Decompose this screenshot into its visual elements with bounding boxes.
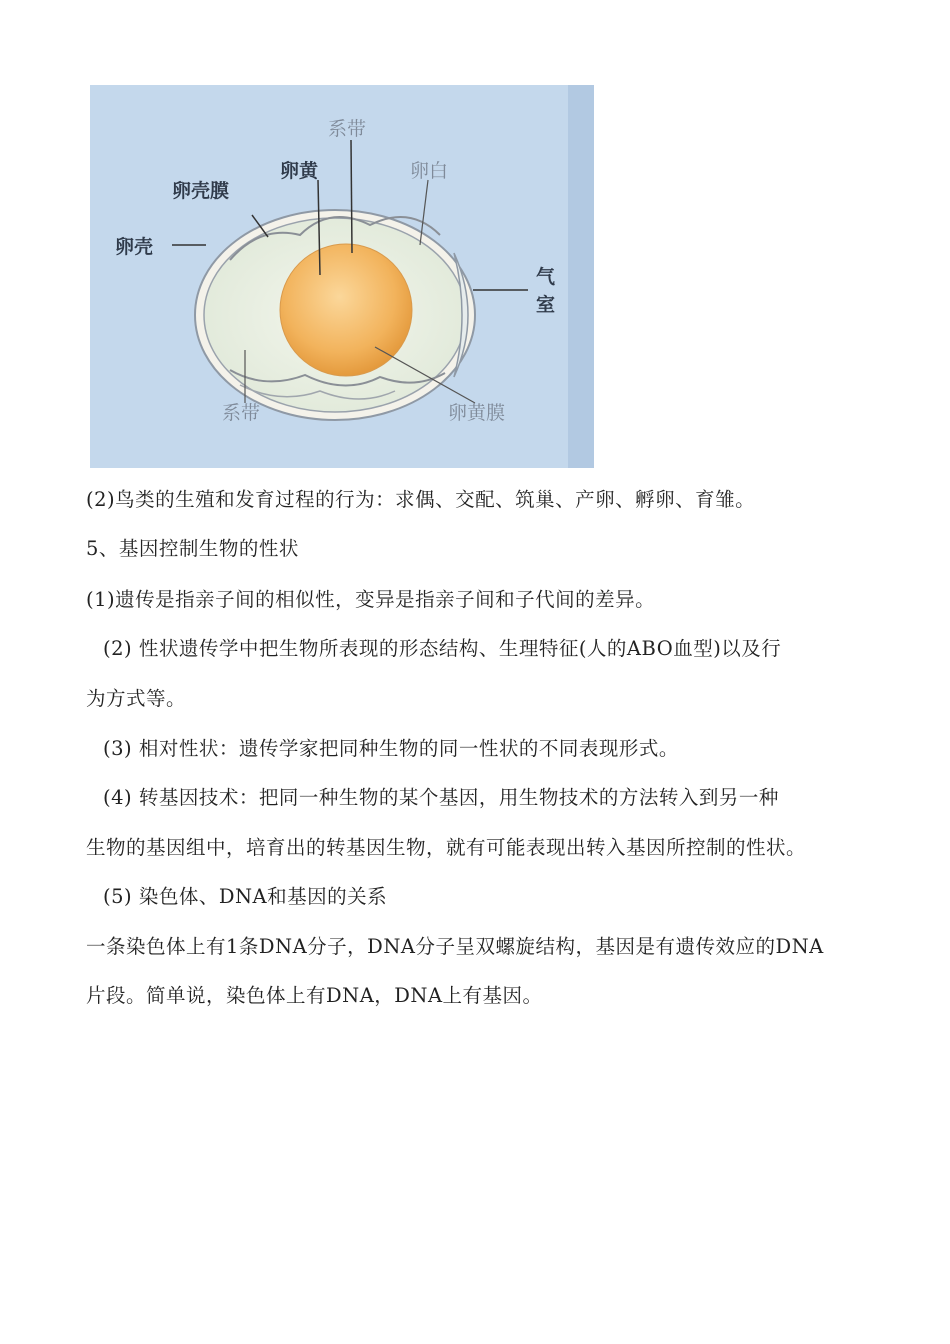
label-shell: 卵壳: [115, 236, 154, 258]
label-shell-membrane: 卵壳膜: [172, 180, 230, 202]
label-air-cell-2: 室: [536, 294, 556, 316]
egg-structure-figure: [90, 85, 594, 468]
paragraph-chromosome-line2: 片段。简单说，染色体上有DNA，DNA上有基因。: [86, 984, 543, 1007]
label-chalaza-top: 系带: [328, 118, 367, 140]
label-yolk: 卵黄: [280, 160, 319, 182]
paragraph-transgenic-line2: 生物的基因组中，培育出的转基因生物，就有可能表现出转入基因所控制的性状。: [86, 836, 807, 859]
paragraph-traits-line1: (2) 性状遗传学中把生物所表现的形态结构、生理特征(人的ABO血型)以及行: [103, 637, 782, 660]
label-chalaza-bottom: 系带: [222, 402, 261, 424]
figure-edge: [568, 85, 594, 468]
paragraph-traits-line2: 为方式等。: [86, 687, 187, 710]
label-yolk-membrane: 卵黄膜: [448, 402, 506, 424]
paragraph-relative-traits: (3) 相对性状：遗传学家把同种生物的同一性状的不同表现形式。: [103, 737, 679, 760]
paragraph-transgenic-line1: (4) 转基因技术：把同一种生物的某个基因，用生物技术的方法转入到另一种: [103, 786, 779, 809]
egg-diagram: [90, 85, 594, 468]
section-heading-gene-traits: 5、基因控制生物的性状: [86, 537, 299, 560]
paragraph-heredity-variation: (1)遗传是指亲子间的相似性，变异是指亲子间和子代间的差异。: [86, 588, 656, 611]
label-air-cell-1: 气: [536, 266, 556, 288]
paragraph-chromosome-heading: (5) 染色体、DNA和基因的关系: [103, 885, 388, 908]
label-albumen: 卵白: [410, 160, 449, 182]
paragraph-chromosome-line1: 一条染色体上有1条DNA分子，DNA分子呈双螺旋结构，基因是有遗传效应的DNA: [86, 935, 824, 958]
paragraph-bird-behavior: (2)鸟类的生殖和发育过程的行为：求偶、交配、筑巢、产卵、孵卵、育雏。: [86, 488, 756, 511]
leader-yolk: [351, 140, 352, 253]
